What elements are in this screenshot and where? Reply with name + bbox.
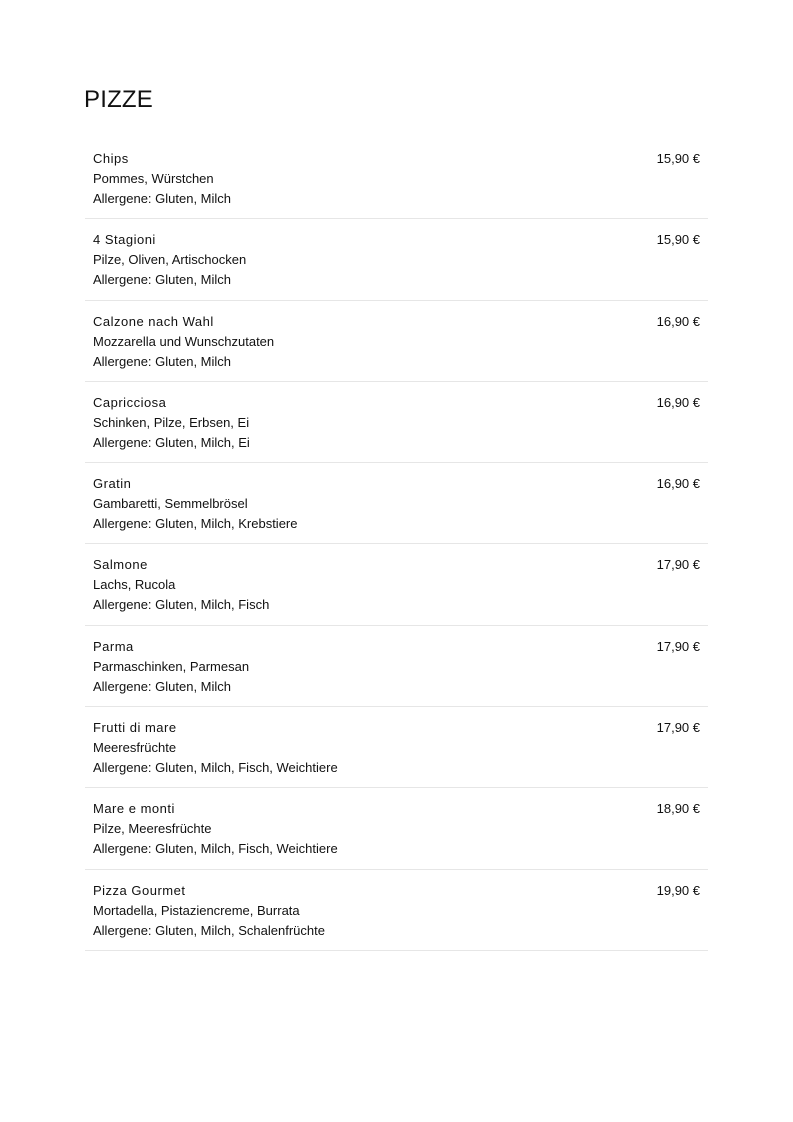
- page-title: PIZZE: [84, 86, 154, 113]
- menu-item: [85, 219, 708, 300]
- item-allergens: Allergene: Gluten, Milch, Fisch, Weichtiere: [93, 841, 338, 857]
- item-description: Parmaschinken, Parmesan: [93, 658, 250, 674]
- item-price: 17,90 €: [656, 557, 700, 573]
- item-allergens: Allergene: Gluten, Milch, Krebstiere: [93, 516, 298, 532]
- menu-item: [85, 870, 708, 951]
- item-name: Parma: [93, 638, 134, 654]
- item-description: Lachs, Rucola: [93, 577, 176, 593]
- item-price: 16,90 €: [656, 394, 700, 410]
- item-allergens: Allergene: Gluten, Milch, Fisch, Weichtiere: [93, 760, 338, 776]
- item-allergens: Allergene: Gluten, Milch, Ei: [93, 434, 250, 450]
- menu-list: [85, 138, 708, 951]
- menu-item: [85, 463, 708, 544]
- item-price: 17,90 €: [656, 638, 700, 654]
- item-description: Pommes, Würstchen: [93, 171, 214, 186]
- menu-item: [85, 301, 708, 382]
- menu-item: [85, 382, 708, 463]
- item-description: Meeresfrüchte: [93, 740, 177, 756]
- item-description: Mozzarella und Wunschzutaten: [93, 333, 275, 349]
- item-price: 15,90 €: [656, 232, 700, 248]
- menu-item: [85, 788, 708, 869]
- item-price: 19,90 €: [656, 882, 700, 898]
- item-allergens: Allergene: Gluten, Milch: [93, 272, 232, 288]
- item-name: Pizza Gourmet: [93, 882, 186, 898]
- item-description: Gambaretti, Semmelbrösel: [93, 496, 248, 512]
- item-description: Pilze, Oliven, Artischocken: [93, 252, 247, 268]
- item-name: Chips: [93, 151, 129, 166]
- item-price: 16,90 €: [656, 313, 700, 329]
- item-name: Capricciosa: [93, 394, 167, 410]
- item-name: Mare e monti: [93, 801, 175, 817]
- item-name: Gratin: [93, 476, 132, 492]
- menu-item: [85, 138, 708, 219]
- item-description: Mortadella, Pistaziencreme, Burrata: [93, 902, 300, 918]
- menu-item: [85, 626, 708, 707]
- item-allergens: Allergene: Gluten, Milch, Schalenfrüchte: [93, 922, 325, 938]
- item-name: Calzone nach Wahl: [93, 313, 214, 329]
- item-name: 4 Stagioni: [93, 232, 156, 248]
- item-price: 18,90 €: [656, 801, 700, 817]
- item-price: 15,90 €: [656, 151, 700, 166]
- item-allergens: Allergene: Gluten, Milch: [93, 678, 232, 694]
- item-price: 17,90 €: [656, 720, 700, 736]
- item-name: Frutti di mare: [93, 720, 177, 736]
- item-price: 16,90 €: [656, 476, 700, 492]
- menu-item: [85, 544, 708, 625]
- menu-item: [85, 707, 708, 788]
- item-allergens: Allergene: Gluten, Milch, Fisch: [93, 597, 270, 613]
- item-allergens: Allergene: Gluten, Milch: [93, 353, 232, 369]
- item-description: Schinken, Pilze, Erbsen, Ei: [93, 414, 250, 430]
- item-allergens: Allergene: Gluten, Milch: [93, 191, 232, 206]
- item-description: Pilze, Meeresfrüchte: [93, 821, 212, 837]
- item-name: Salmone: [93, 557, 148, 573]
